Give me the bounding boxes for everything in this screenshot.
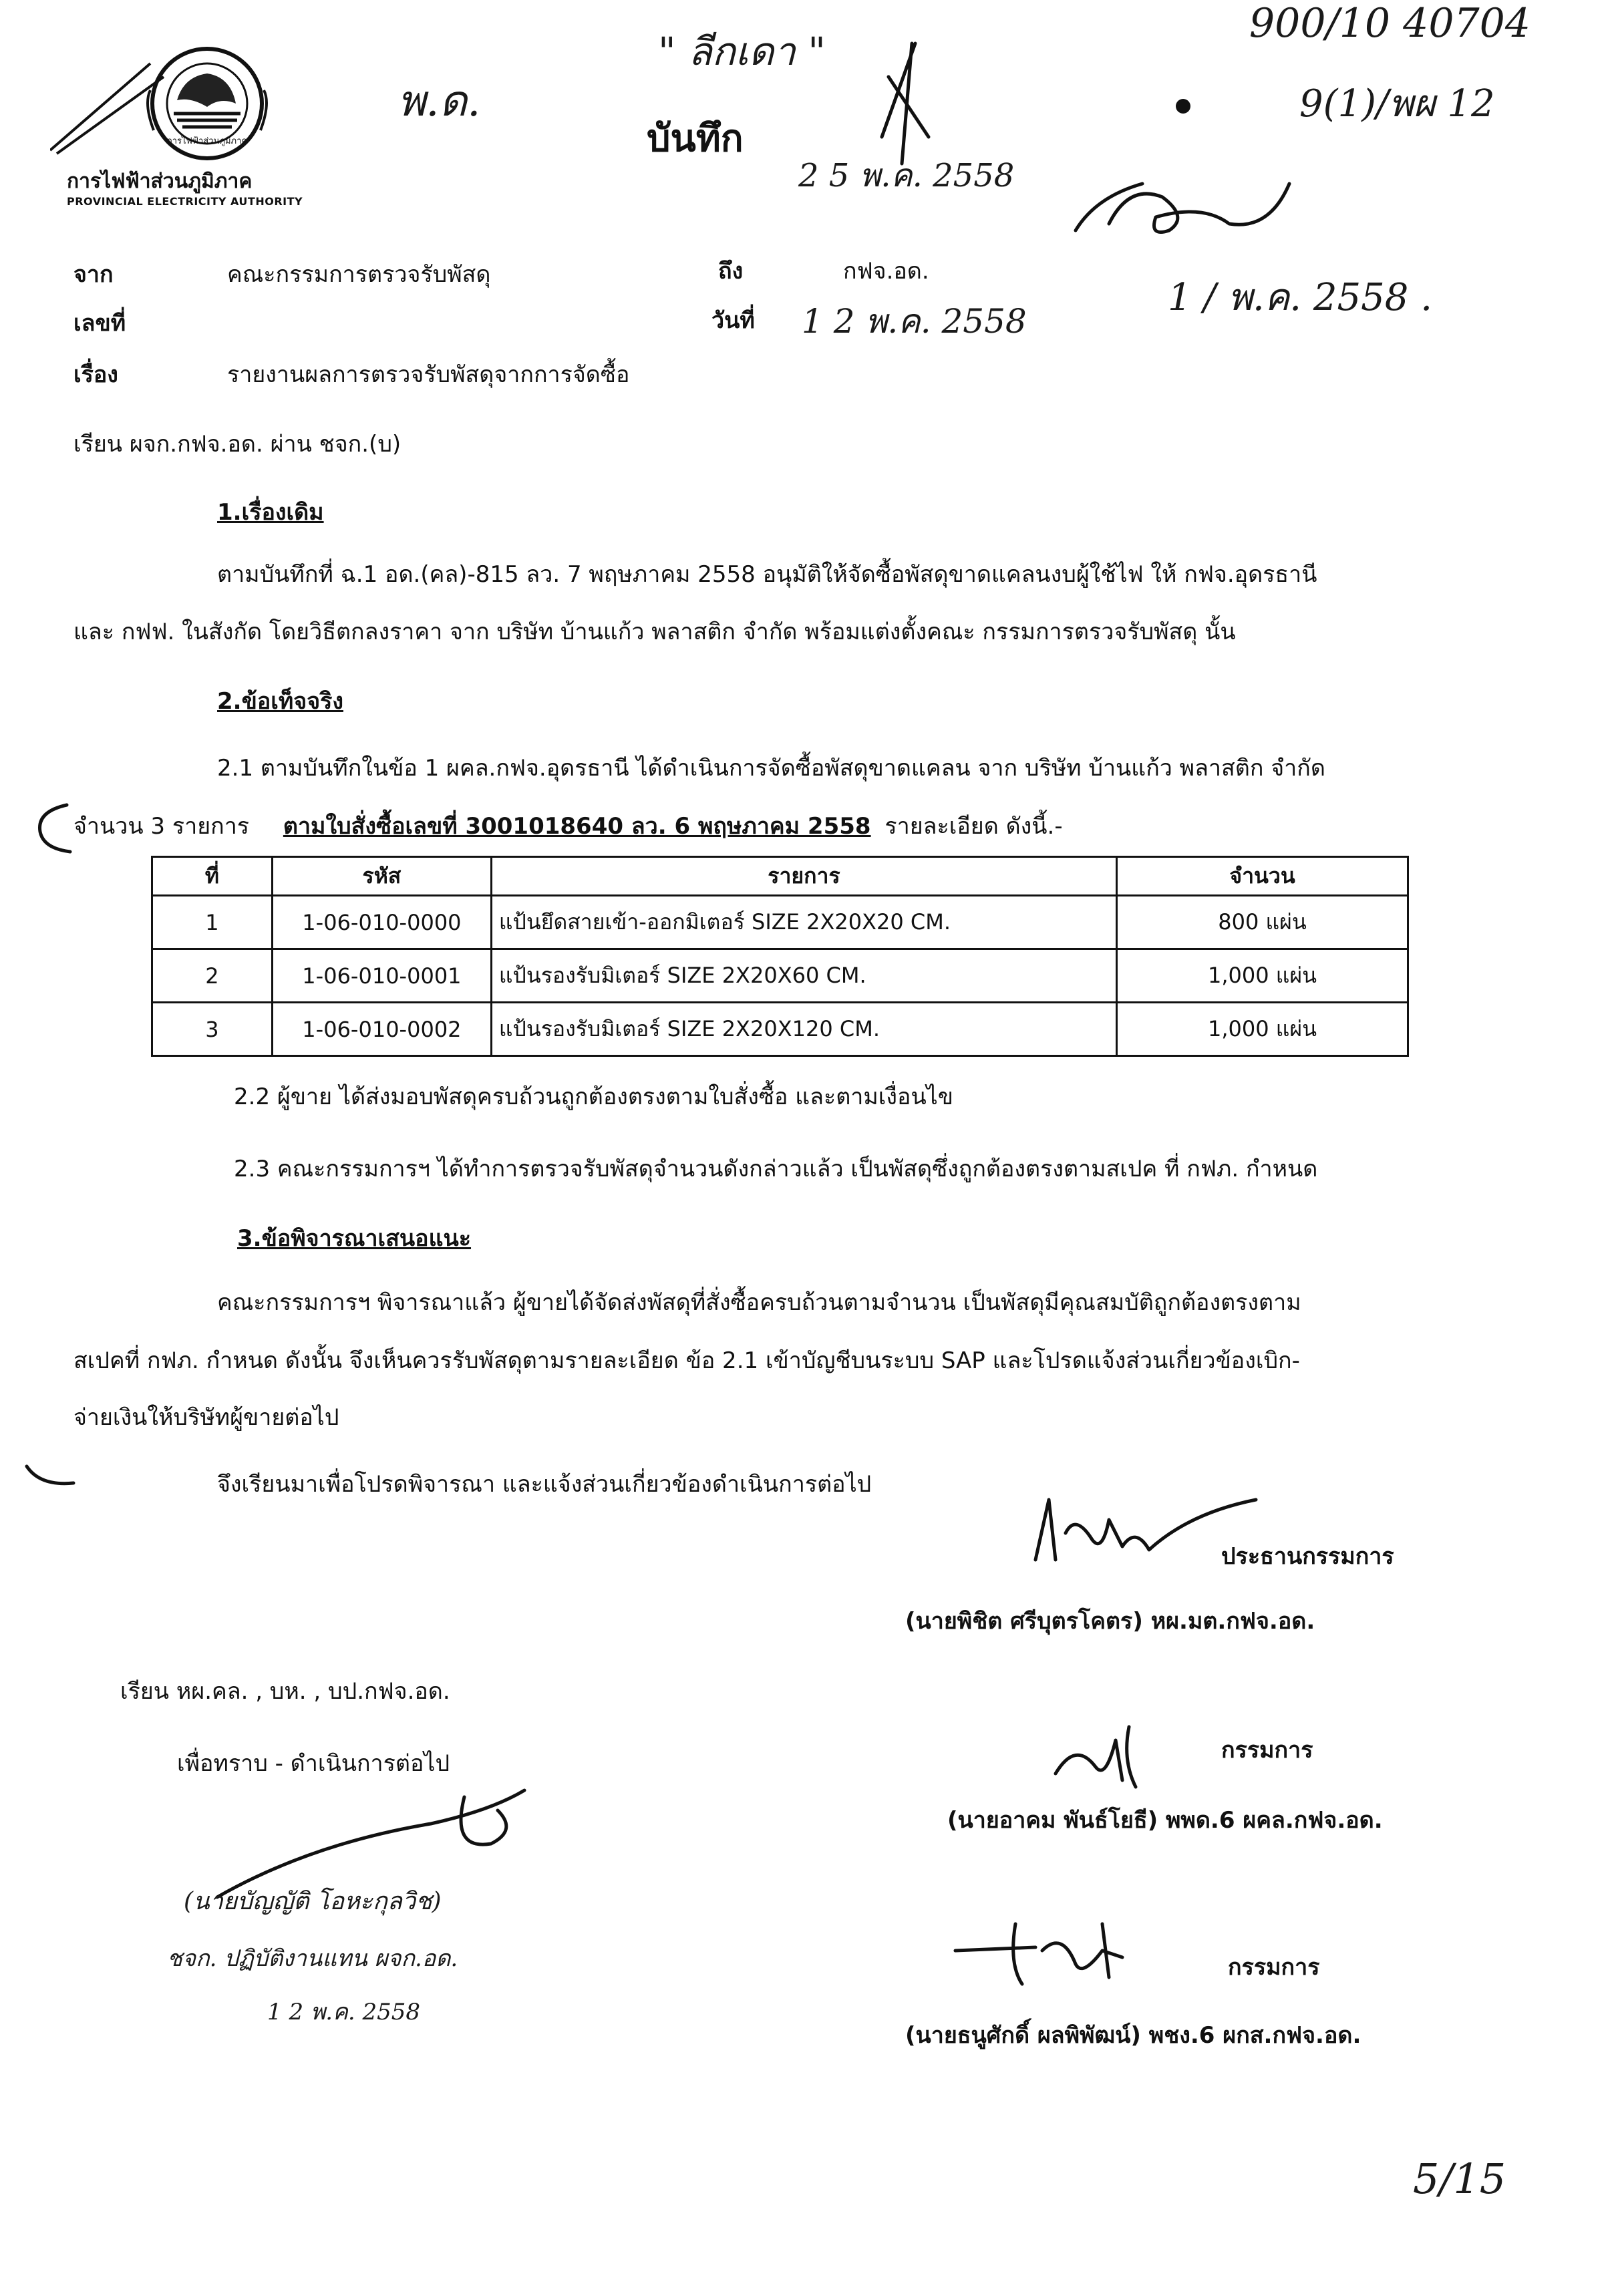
section3-line1: คณะกรรมการฯ พิจารณาแล้ว ผู้ขายได้จัดส่งพัสดุที่สั่งซื้อครบถ้วนตามจำนวน เป็นพัสดุมีคุณสมบัติถูกต้องตรงตาม [217, 1289, 1301, 1316]
signature-endorser [210, 1770, 558, 1904]
handwritten-quote: " ลีกเดา " [658, 29, 826, 74]
to-label: ถึง [718, 258, 744, 285]
number-label: เลขที่ [73, 310, 126, 337]
from-label: จาก [73, 261, 114, 288]
row-qty: 1,000 แผ่น [1117, 949, 1408, 1003]
table-row [152, 949, 1408, 1003]
header-name: รายการ [491, 857, 1116, 896]
items-table [151, 856, 1409, 1057]
table-row [152, 896, 1408, 949]
row-name: แป้นรองรับมิเตอร์ SIZE 2X20X120 CM. [491, 1003, 1116, 1056]
header-code: รหัส [272, 857, 491, 896]
row-name: แป้นรองรับมิเตอร์ SIZE 2X20X60 CM. [491, 949, 1116, 1003]
subject-label: เรื่อง [73, 361, 118, 388]
row-code: 1-06-010-0002 [272, 1003, 491, 1056]
signature-committee-1-role: กรรมการ [1221, 1737, 1313, 1764]
margin-bracket-mark [30, 798, 77, 858]
signature-chairman-name: (นายพิชิต ศรีบุตรโคตร) หผ.มต.กฟจ.อด. [905, 1608, 1315, 1635]
endorsement-action: เพื่อทราบ - ดำเนินการต่อไป [177, 1750, 450, 1777]
row-qty: 1,000 แผ่น [1117, 1003, 1408, 1056]
section1-heading: 1.เรื่องเดิม [217, 499, 324, 526]
row-qty: 800 แผ่น [1117, 896, 1408, 949]
signature-chairman-role: ประธานกรรมการ [1221, 1543, 1394, 1570]
closing-line: จึงเรียนมาเพื่อโปรดพิจารณา และแจ้งส่วนเกี่ยวข้องดำเนินการต่อไป [217, 1471, 872, 1498]
section1-line2: และ กฟฟ. ในสังกัด โดยวิธีตกลงราคา จาก บริษัท บ้านแก้ว พลาสติก จำกัด พร้อมแต่งตั้งคณะ กรรมการตรวจรับพัสดุ นั้น [73, 619, 1236, 645]
endorsement-date: 1 2 พ.ค. 2558 [267, 1999, 420, 2025]
received-date-stamp: 2 5 พ.ค. 2558 [798, 157, 1015, 194]
section2-line1: 2.1 ตามบันทึกในข้อ 1 ผคล.กฟจ.อุดรธานี ได้ดำเนินการจัดซื้อพัสดุขาดแคลน จาก บริษัท บ้านแก้ว พลาสติก จำกัด [217, 755, 1325, 782]
from-value: คณะกรรมการตรวจรับพัสดุ [227, 261, 491, 288]
date-value: 1 2 พ.ค. 2558 [802, 302, 1027, 341]
table-row [152, 1003, 1408, 1056]
handwritten-initials: พ.ด. [397, 77, 481, 126]
section2-heading: 2.ข้อเท็จจริง [217, 688, 343, 715]
to-value: กฟจ.อด. [843, 258, 929, 285]
org-name-thai: การไฟฟ้าส่วนภูมิภาค [67, 170, 253, 193]
signature-committee-1 [1042, 1713, 1176, 1794]
table-header-row [152, 857, 1408, 896]
handwritten-number: 900/10 40704 [1249, 0, 1531, 47]
pea-logo [50, 37, 271, 164]
row-code: 1-06-010-0000 [272, 896, 491, 949]
handwritten-reference: 9(1)/พผ 12 [1299, 82, 1495, 126]
top-right-signature [1069, 157, 1309, 244]
section2-line2 [73, 812, 1063, 841]
header-qty: จำนวน [1117, 857, 1408, 896]
row-code: 1-06-010-0001 [272, 949, 491, 1003]
header-no: ที่ [152, 857, 273, 896]
salutation: เรียน ผจก.กฟจ.อด. ผ่าน ชจก.(บ) [73, 431, 401, 458]
purchase-order-ref: ตามใบสั่งซื้อเลขที่ 3001018640 ลว. 6 พฤษภาคม 2558 [283, 813, 871, 840]
endorser-position: ชจก. ปฏิบัติงานแทน ผจก.อด. [167, 1945, 458, 1972]
handwritten-date-note: 1 / พ.ค. 2558 . [1168, 276, 1432, 319]
handwritten-mark-x [875, 37, 935, 170]
logo-text: การไฟฟ้าส่วนภูมิภาค [166, 136, 248, 146]
row-no: 1 [152, 896, 273, 949]
memo-title: บันทึก [647, 117, 744, 160]
section2-line2-post: รายละเอียด ดังนี้.- [884, 813, 1063, 840]
section3-line2: สเปคที่ กฟภ. กำหนด ดังนั้น จึงเห็นควรรับพัสดุตามรายละเอียด ข้อ 2.1 เข้าบัญชีบนระบบ SAP และโปรดแจ้งส่วนเกี่ยวข้องเบิก- [73, 1347, 1300, 1374]
signature-committee-2-name: (นายธนูศักดิ์ ผลพิพัฒน์) พชง.6 ผกส.กฟจ.อด. [905, 2022, 1361, 2049]
date-label: วันที่ [711, 307, 755, 334]
row-no: 3 [152, 1003, 273, 1056]
signature-committee-2-role: กรรมการ [1228, 1954, 1320, 1981]
section1-line1: ตามบันทึกที่ ฉ.1 อด.(คล)-815 ลว. 7 พฤษภาคม 2558 อนุมัติให้จัดซื้อพัสดุขาดแคลนงบผู้ใช้ไฟ ให้ กฟจ.อุดรธานี [217, 561, 1317, 588]
section3-line3: จ่ายเงินให้บริษัทผู้ขายต่อไป [73, 1404, 339, 1431]
section2-item23: 2.3 คณะกรรมการฯ ได้ทำการตรวจรับพัสดุจำนวนดังกล่าวแล้ว เป็นพัสดุซึ่งถูกต้องตรงตามสเปค ที่ กฟภ. กำหนด [234, 1156, 1318, 1182]
page-number: 5/15 [1413, 2154, 1506, 2203]
section2-line2-pre: จำนวน 3 รายการ [73, 813, 250, 840]
row-name: แป้นยึดสายเข้า-ออกมิเตอร์ SIZE 2X20X20 CM. [491, 896, 1116, 949]
subject-value: รายงานผลการตรวจรับพัสดุจากการจัดซื้อ [227, 361, 630, 388]
section3-heading: 3.ข้อพิจารณาเสนอแนะ [237, 1225, 472, 1252]
signature-committee-1-name: (นายอาคม พันธ์โยธี) พพด.6 ผคล.กฟจ.อด. [947, 1807, 1383, 1834]
margin-curve-mark [20, 1460, 80, 1500]
row-no: 2 [152, 949, 273, 1003]
endorser-name: (นายบัญญัติ โอหะกุลวิช) [184, 1888, 442, 1915]
endorsement-to: เรียน หผ.คล. , บห. , บป.กฟจ.อด. [120, 1678, 450, 1705]
section2-item22: 2.2 ผู้ขาย ได้ส่งมอบพัสดุครบถ้วนถูกต้องตรงตามใบสั่งซื้อ และตามเงื่อนไข [234, 1084, 954, 1110]
signature-committee-2 [949, 1911, 1189, 1991]
org-name-eng: PROVINCIAL ELECTRICITY AUTHORITY [67, 195, 303, 208]
ink-dot [1176, 99, 1190, 114]
